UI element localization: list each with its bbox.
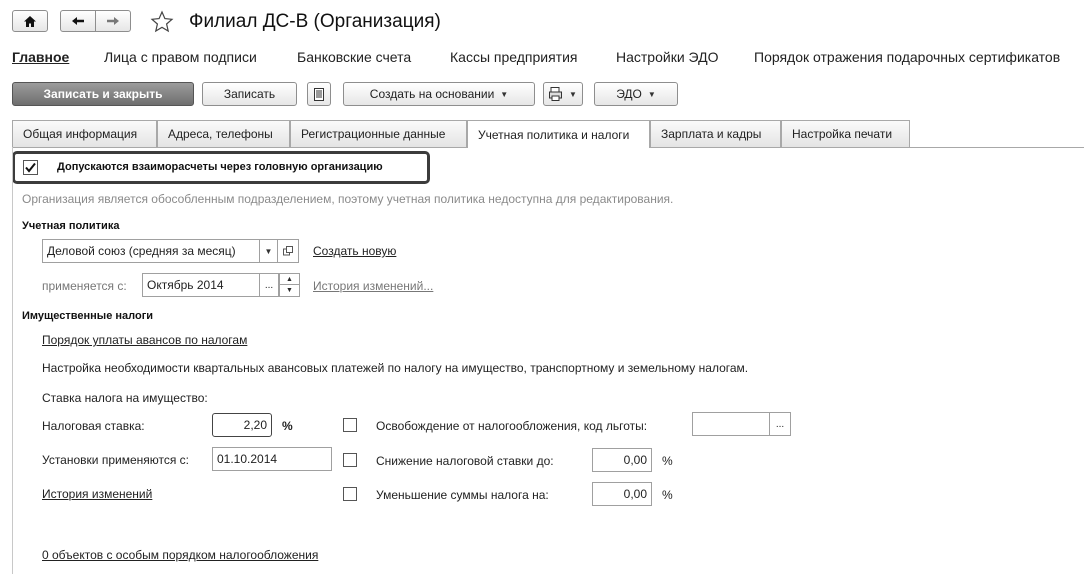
check-icon [24,161,37,174]
rate-reduction-value: 0,00 [623,453,647,467]
open-window-icon [283,246,293,256]
rate-header: Ставка налога на имущество: [42,391,208,405]
home-icon [23,15,37,28]
edo-label: ЭДО [616,87,642,101]
home-button[interactable] [12,10,48,32]
applies-from-value: Октябрь 2014 [147,278,224,292]
policy-select[interactable] [42,239,260,263]
sum-reduction-label: Уменьшение суммы налога на: [376,488,549,502]
spin-up-icon[interactable]: ▲ [280,274,299,285]
policy-section-title: Учетная политика [22,220,120,232]
chevron-down-icon: ▼ [569,89,577,99]
applies-from-select-button[interactable] [259,273,279,297]
exemption-input[interactable] [692,412,770,436]
sum-reduction-input[interactable] [592,482,652,506]
sum-reduction-percent: % [662,488,673,502]
rate-reduction-checkbox[interactable] [343,453,357,467]
save-and-close-button[interactable] [12,82,194,106]
chevron-down-icon: ▼ [647,89,656,99]
dots-label: ... [775,418,785,430]
exemption-checkbox[interactable] [343,418,357,432]
chevron-down-icon: ▼ [500,89,509,99]
print-button[interactable] [543,82,583,106]
tab-general[interactable]: Общая информация [12,120,157,147]
tax-rate-label: Налоговая ставка: [42,419,145,433]
mutual-settlements-label: Допускаются взаиморасчеты через головную организацию [57,161,383,173]
nav-main[interactable]: Главное [12,49,70,65]
rate-reduction-input[interactable] [592,448,652,472]
property-section-title: Имущественные налоги [22,310,154,322]
sum-reduction-value: 0,00 [623,487,647,501]
nav-signers[interactable]: Лица с правом подписи [104,49,257,65]
tab-accounting-policy[interactable]: Учетная политика и налоги [467,120,650,148]
form-left-border [12,147,13,574]
applies-from-spinner[interactable] [279,273,300,297]
settings-from-value: 01.10.2014 [217,452,278,466]
policy-dropdown-button[interactable] [259,239,278,263]
nav-gift-certificates[interactable]: Порядок отражения подарочных сертификатов [754,49,1061,65]
nav-edo-settings[interactable]: Настройки ЭДО [616,49,719,65]
rate-reduction-percent: % [662,454,673,468]
arrow-right-icon [106,16,120,26]
settings-from-input[interactable] [212,447,332,471]
document-icon [314,88,324,101]
chevron-down-icon: ▼ [264,246,273,256]
info-note: Организация является обособленным подразделением, поэтому учетная политика недоступна для редактирования. [22,192,674,206]
document-list-button[interactable] [307,82,331,106]
tab-addresses[interactable]: Адреса, телефоны [157,120,290,147]
quarterly-note: Настройка необходимости квартальных авансовых платежей по налогу на имущество, транспортному и земельному налогам. [42,361,749,375]
spin-down-icon[interactable]: ▼ [286,287,293,294]
print-icon [549,87,563,101]
back-button[interactable] [60,10,96,32]
policy-open-button[interactable] [277,239,299,263]
forward-button[interactable] [95,10,131,32]
advance-payments-link[interactable]: Порядок уплаты авансов по налогам [42,333,248,347]
exemption-label: Освобождение от налогообложения, код льготы: [376,419,648,433]
arrow-left-icon [71,16,85,26]
settings-from-label: Установки применяются с: [42,453,190,467]
tab-payroll[interactable]: Зарплата и кадры [650,120,781,147]
nav-cash-desks[interactable]: Кассы предприятия [450,49,578,65]
nav-bank-accounts[interactable]: Банковские счета [297,49,412,65]
page-title: Филиал ДС-В (Организация) [189,11,441,32]
tax-rate-value: 2,20 [243,418,267,432]
save-button[interactable] [202,82,297,106]
star-icon[interactable] [150,10,174,34]
create-new-link[interactable]: Создать новую [313,244,397,258]
history-link[interactable]: История изменений... [313,279,434,293]
dots-label: ... [264,279,274,291]
create-based-on-label: Создать на основании [369,87,495,101]
rate-reduction-label: Снижение налоговой ставки до: [376,454,554,468]
applies-from-label: применяется с: [42,279,127,293]
edo-button[interactable] [594,82,678,106]
mutual-settlements-checkbox[interactable] [23,160,38,175]
tab-registration[interactable]: Регистрационные данные [290,120,467,147]
tax-rate-input[interactable] [212,413,272,437]
policy-value: Деловой союз (средняя за месяц) [47,244,236,258]
exemption-select-button[interactable] [769,412,791,436]
save-and-close-label: Записать и закрыть [43,87,163,101]
tab-print-settings[interactable]: Настройка печати [781,120,910,147]
save-label: Записать [223,87,276,101]
create-based-on-button[interactable] [343,82,535,106]
special-objects-link[interactable]: 0 объектов с особым порядком налогообложения [42,548,319,562]
history-link-2[interactable]: История изменений [42,487,153,501]
applies-from-field[interactable] [142,273,260,297]
sum-reduction-checkbox[interactable] [343,487,357,501]
tax-rate-percent: % [282,419,293,433]
